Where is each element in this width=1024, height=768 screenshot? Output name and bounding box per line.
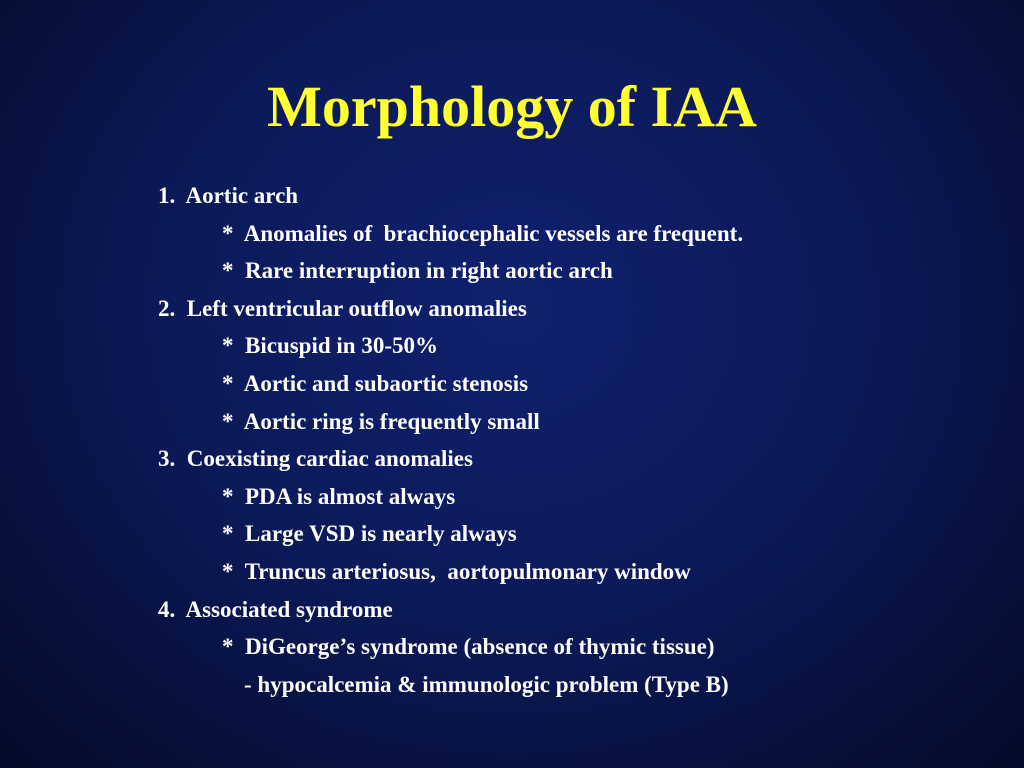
outline-item-lv-outflow: 2. Left ventricular outflow anomalies: [158, 295, 527, 321]
outline-subitem: * Bicuspid in 30-50%: [222, 333, 438, 359]
outline-subitem: * DiGeorge’s syndrome (absence of thymic tissue): [222, 634, 715, 660]
outline-subitem: * Aortic and subaortic stenosis: [222, 370, 529, 396]
outline-subitem: * Truncus arteriosus, aortopulmonary window: [222, 558, 691, 584]
outline-subitem: * Rare interruption in right aortic arch: [222, 258, 613, 284]
outline-item-aortic-arch: 1. Aortic arch: [158, 183, 299, 208]
outline-subitem: * Large VSD is nearly always: [222, 521, 517, 547]
outline-subitem: * Anomalies of brachiocephalic vessels are frequent.: [222, 220, 744, 246]
outline-subsubitem: - hypocalcemia & immunologic problem (Type B): [244, 671, 729, 697]
outline-list: [158, 177, 743, 703]
outline-subitem: * Aortic ring is frequently small: [222, 408, 540, 434]
outline-item-syndrome: 4. Associated syndrome: [158, 596, 393, 622]
outline-item-coexisting: 3. Coexisting cardiac anomalies: [158, 446, 473, 472]
outline-subitem: * PDA is almost always: [222, 483, 456, 509]
slide-title: Morphology of IAA: [267, 74, 757, 139]
